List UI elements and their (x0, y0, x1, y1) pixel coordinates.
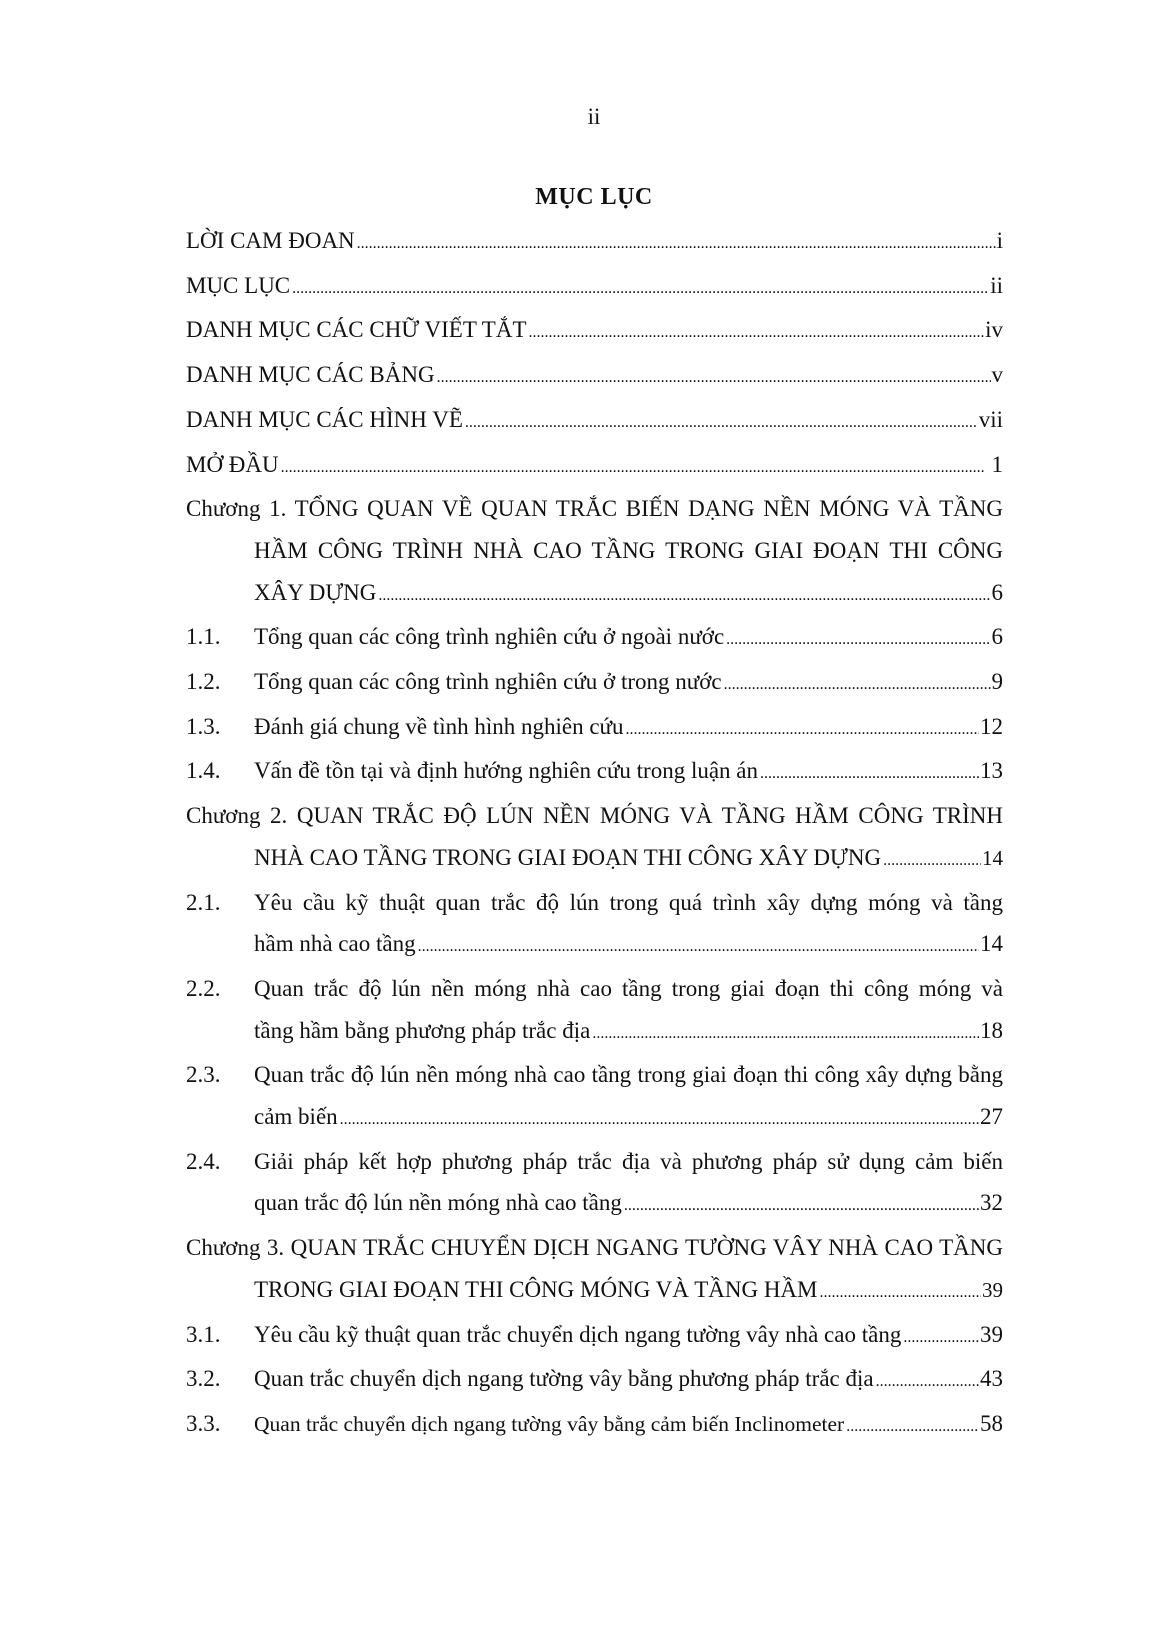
chapter-title-line: TRONG GIAI ĐOẠN THI CÔNG MÓNG VÀ TẦNG HẦM (254, 1276, 818, 1302)
toc-chapter-1[interactable] (186, 488, 1003, 616)
section-title: Yêu cầu kỹ thuật quan trắc độ lún trong quá trình xây dựng móng và tầng (254, 889, 1003, 915)
toc-section-2-4[interactable] (186, 1141, 1003, 1227)
section-title: Yêu cầu kỹ thuật quan trắc chuyển dịch ngang tường vây nhà cao tầng (254, 1321, 902, 1347)
dot-leader (340, 1099, 979, 1141)
section-number: 2.1. (186, 889, 221, 915)
section-number: 1.1. (186, 624, 221, 650)
section-title: Quan trắc độ lún nền móng nhà cao tầng trong giai đoạn thi công móng và (254, 975, 1003, 1001)
toc-entry-page: iv (985, 317, 1003, 343)
dot-leader (903, 1317, 979, 1359)
toc-entry-title: LỜI CAM ĐOAN (186, 228, 355, 253)
chapter-title-line: Chương 3. QUAN TRẮC CHUYỂN DỊCH NGANG TƯỜNG VÂY NHÀ CAO TẦNG (186, 1235, 1003, 1261)
toc-section-1-1[interactable] (186, 616, 1003, 661)
dot-leader (378, 575, 990, 617)
section-title: Quan trắc độ lún nền móng nhà cao tầng trong giai đoạn thi công xây dựng bằng (254, 1062, 1003, 1088)
section-title: Vấn đề tồn tại và định hướng nghiên cứu trong luận án (254, 758, 759, 784)
section-number: 1.3. (186, 713, 221, 739)
toc-entry-page: 12 (980, 713, 1003, 739)
toc-entry-page: 27 (980, 1104, 1003, 1130)
section-title: Quan trắc chuyển dịch ngang tường vây bằng phương pháp trắc địa (254, 1366, 874, 1392)
toc-section-2-3[interactable] (186, 1054, 1003, 1140)
dot-leader (292, 268, 989, 310)
toc-entry-danh-muc-hinh-ve[interactable] (186, 399, 1003, 444)
dot-leader (437, 357, 991, 399)
section-title-cont: hầm nhà cao tầng (254, 931, 416, 957)
toc-entry-page: i (996, 228, 1003, 253)
section-title: Tổng quan các công trình nghiên cứu ở ngoài nước (254, 624, 725, 650)
section-title: Đánh giá chung về tình hình nghiên cứu (254, 713, 624, 739)
toc-title: MỤC LỤC (535, 184, 653, 210)
dot-leader (529, 312, 985, 354)
toc-entry-page: 43 (980, 1366, 1003, 1392)
toc-entry-title: MỞ ĐẦU (186, 451, 279, 477)
section-title: Tổng quan các công trình nghiên cứu ở trong nước (254, 669, 722, 695)
dot-leader (465, 402, 978, 444)
toc-section-2-2[interactable] (186, 968, 1003, 1054)
toc-section-3-2[interactable] (186, 1358, 1003, 1403)
toc-chapter-2[interactable] (186, 795, 1003, 881)
toc-entry-danh-muc-bang[interactable] (186, 354, 1003, 399)
toc-entry-mo-dau[interactable] (186, 444, 1003, 489)
dot-leader (883, 840, 981, 882)
section-number: 3.3. (186, 1410, 221, 1436)
dot-leader (626, 709, 979, 751)
toc-entry-page: 1 (991, 451, 1003, 477)
toc-entry-chu-viet-tat[interactable] (186, 309, 1003, 354)
toc-entry-loi-cam-doan[interactable] (186, 220, 1003, 265)
toc-entry-page: 58 (980, 1410, 1003, 1436)
section-title-cont: quan trắc độ lún nền móng nhà cao tầng (254, 1190, 622, 1216)
chapter-title-line: HẦM CÔNG TRÌNH NHÀ CAO TẦNG TRONG GIAI ĐOẠN THI CÔNG (254, 537, 1003, 563)
chapter-title-line: Chương 2. QUAN TRẮC ĐỘ LÚN NỀN MÓNG VÀ TẦNG HẦM CÔNG TRÌNH (186, 803, 1003, 829)
section-title: Quan trắc chuyển dịch ngang tường vây bằng cảm biến Inclinometer (254, 1411, 845, 1436)
toc-entry-page: ii (990, 272, 1003, 298)
toc-entry-muc-luc[interactable] (186, 265, 1003, 310)
toc-entry-page: 39 (980, 1321, 1003, 1347)
section-number: 2.4. (186, 1148, 221, 1174)
toc-section-1-4[interactable] (186, 750, 1003, 795)
section-number: 2.2. (186, 975, 221, 1001)
chapter-title-line: NHÀ CAO TẦNG TRONG GIAI ĐOẠN THI CÔNG XÂY DỰNG (254, 844, 882, 870)
dot-leader (357, 223, 996, 265)
toc-entry-title: MỤC LỤC (186, 272, 291, 298)
toc-entry-page: 14 (980, 931, 1003, 957)
toc-entry-page: 39 (982, 1277, 1003, 1302)
toc-entry-page: 13 (980, 758, 1003, 784)
toc-entry-title: DANH MỤC CÁC CHỮ VIẾT TẮT (186, 317, 527, 343)
toc-section-2-1[interactable] (186, 882, 1003, 968)
toc-entry-title: DANH MỤC CÁC HÌNH VẼ (186, 406, 463, 432)
page-number: ii (587, 104, 601, 129)
section-number: 3.1. (186, 1321, 221, 1347)
dot-leader (592, 1013, 979, 1055)
toc-entry-page: vii (978, 406, 1003, 432)
toc-entry-page: v (991, 362, 1003, 388)
section-number: 2.3. (186, 1062, 221, 1088)
chapter-title-line: Chương 1. TỔNG QUAN VỀ QUAN TRẮC BIẾN DẠNG NỀN MÓNG VÀ TẦNG (186, 496, 1003, 522)
toc-entry-page: 18 (980, 1017, 1003, 1043)
toc-section-1-3[interactable] (186, 706, 1003, 751)
toc-entry-page: 6 (991, 579, 1003, 605)
toc-entry-page: 14 (982, 845, 1003, 870)
section-number: 1.4. (186, 758, 221, 784)
dot-leader (820, 1272, 982, 1314)
section-title-cont: tầng hầm bằng phương pháp trắc địa (254, 1017, 591, 1043)
section-number: 1.2. (186, 669, 221, 695)
section-title-cont: cảm biến (254, 1104, 338, 1130)
section-number: 3.2. (186, 1366, 221, 1392)
toc-section-3-1[interactable] (186, 1314, 1003, 1359)
dot-leader (624, 1185, 979, 1227)
dot-leader (724, 664, 991, 706)
toc-chapter-3[interactable] (186, 1227, 1003, 1313)
toc-entry-title: DANH MỤC CÁC BẢNG (186, 362, 435, 388)
section-title: Giải pháp kết hợp phương pháp trắc địa và phương pháp sử dụng cảm biến (254, 1148, 1003, 1174)
toc-section-3-3[interactable] (186, 1403, 1003, 1448)
toc-entry-page: 6 (991, 624, 1003, 650)
toc-section-1-2[interactable] (186, 661, 1003, 706)
toc-entry-page: 9 (991, 669, 1003, 695)
dot-leader (726, 619, 990, 661)
toc-entry-page: 32 (980, 1190, 1003, 1216)
dot-leader (760, 753, 979, 795)
chapter-title-line: XÂY DỰNG (254, 579, 377, 605)
table-of-contents (186, 220, 1003, 1448)
dot-leader (281, 447, 991, 489)
dot-leader (846, 1406, 979, 1448)
dot-leader (418, 926, 979, 968)
dot-leader (876, 1361, 979, 1403)
